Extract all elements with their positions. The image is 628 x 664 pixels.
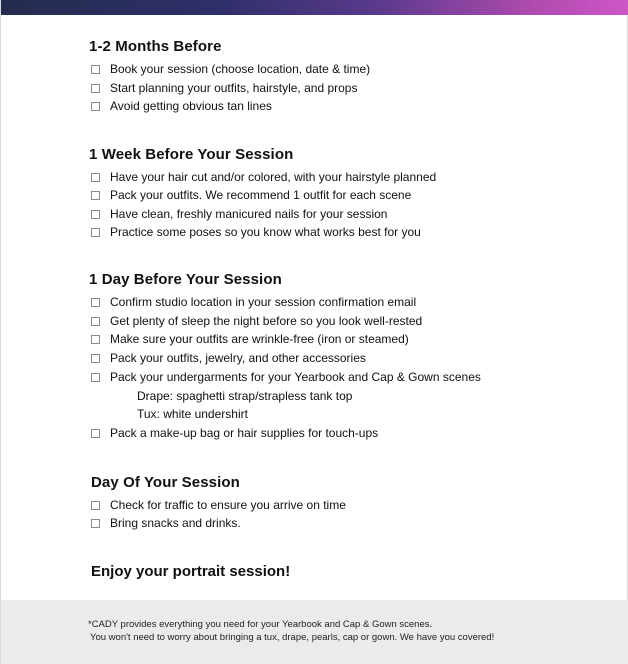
checkbox-icon[interactable] xyxy=(91,519,100,528)
checklist-item-label: Pack a make-up bag or hair supplies for touch-ups xyxy=(110,426,379,440)
checkbox-icon[interactable] xyxy=(91,501,100,510)
checkbox-icon[interactable] xyxy=(91,84,100,93)
footnote-line-2: You won't need to worry about bringing a tux, drape, pearls, cap or gown. We have you covered! xyxy=(90,632,495,643)
checklist-item-label: Have clean, freshly manicured nails for your session xyxy=(110,207,388,221)
checklist-item-label: Pack your outfits, jewelry, and other accessories xyxy=(110,351,366,365)
checklist-item[interactable] xyxy=(91,97,272,115)
checkbox-icon[interactable] xyxy=(91,173,100,182)
checklist-item-label: Make sure your outfits are wrinkle-free (iron or steamed) xyxy=(110,332,409,346)
checkbox-icon[interactable] xyxy=(91,354,100,363)
checklist-item-label: Book your session (choose location, date & time) xyxy=(110,62,371,76)
checklist-item[interactable] xyxy=(91,293,416,311)
checkbox-icon[interactable] xyxy=(91,429,100,438)
checklist-item[interactable] xyxy=(91,312,422,330)
checkbox-icon[interactable] xyxy=(91,317,100,326)
checklist-item[interactable] xyxy=(91,349,366,367)
checklist-item[interactable] xyxy=(91,60,370,78)
header-gradient-bar xyxy=(1,0,628,15)
checkbox-icon[interactable] xyxy=(91,210,100,219)
checklist-item[interactable] xyxy=(91,205,387,223)
checklist-item-label: Pack your outfits. We recommend 1 outfit for each scene xyxy=(110,188,412,202)
checklist-item[interactable] xyxy=(91,496,346,514)
checklist-item[interactable] xyxy=(91,330,409,348)
footnote-line-1: *CADY provides everything you need for your Yearbook and Cap & Gown scenes. xyxy=(88,619,433,630)
section-title-day-of: Day Of Your Session xyxy=(91,474,240,491)
checklist-item-label: Have your hair cut and/or colored, with your hairstyle planned xyxy=(110,170,437,184)
checkbox-icon[interactable] xyxy=(91,335,100,344)
checklist-item-label: Practice some poses so you know what works best for you xyxy=(110,225,421,239)
checklist-item-label: Pack your undergarments for your Yearbook and Cap & Gown scenes xyxy=(110,370,481,384)
checklist-item-label: Avoid getting obvious tan lines xyxy=(110,99,272,113)
checklist-item[interactable] xyxy=(91,186,411,204)
checklist-item-label: Check for traffic to ensure you arrive on time xyxy=(110,498,346,512)
checklist-item[interactable] xyxy=(91,168,436,186)
checkbox-icon[interactable] xyxy=(91,298,100,307)
checklist-item-label: Start planning your outfits, hairstyle, and props xyxy=(110,81,358,95)
closing-message: Enjoy your portrait session! xyxy=(91,563,291,580)
checkbox-icon[interactable] xyxy=(91,191,100,200)
checklist-item-label: Bring snacks and drinks. xyxy=(110,516,241,530)
checkbox-icon[interactable] xyxy=(91,228,100,237)
checkbox-icon[interactable] xyxy=(91,102,100,111)
footer-note-panel xyxy=(1,600,628,664)
checkbox-icon[interactable] xyxy=(91,65,100,74)
section-title-months-before: 1-2 Months Before xyxy=(89,38,222,55)
section-title-day-before: 1 Day Before Your Session xyxy=(89,271,282,288)
checkbox-icon[interactable] xyxy=(91,373,100,382)
checklist-item[interactable] xyxy=(91,79,357,97)
section-title-week-before: 1 Week Before Your Session xyxy=(89,146,294,163)
checklist-item[interactable] xyxy=(91,424,378,442)
checklist-item[interactable] xyxy=(91,368,481,386)
undergarment-note-tux: Tux: white undershirt xyxy=(137,407,248,421)
checklist-item-label: Confirm studio location in your session confirmation email xyxy=(110,295,417,309)
checklist-item[interactable] xyxy=(91,223,421,241)
undergarment-note-drape: Drape: spaghetti strap/strapless tank top xyxy=(137,389,353,403)
checklist-item-label: Get plenty of sleep the night before so you look well-rested xyxy=(110,314,423,328)
checklist-item[interactable] xyxy=(91,514,241,532)
